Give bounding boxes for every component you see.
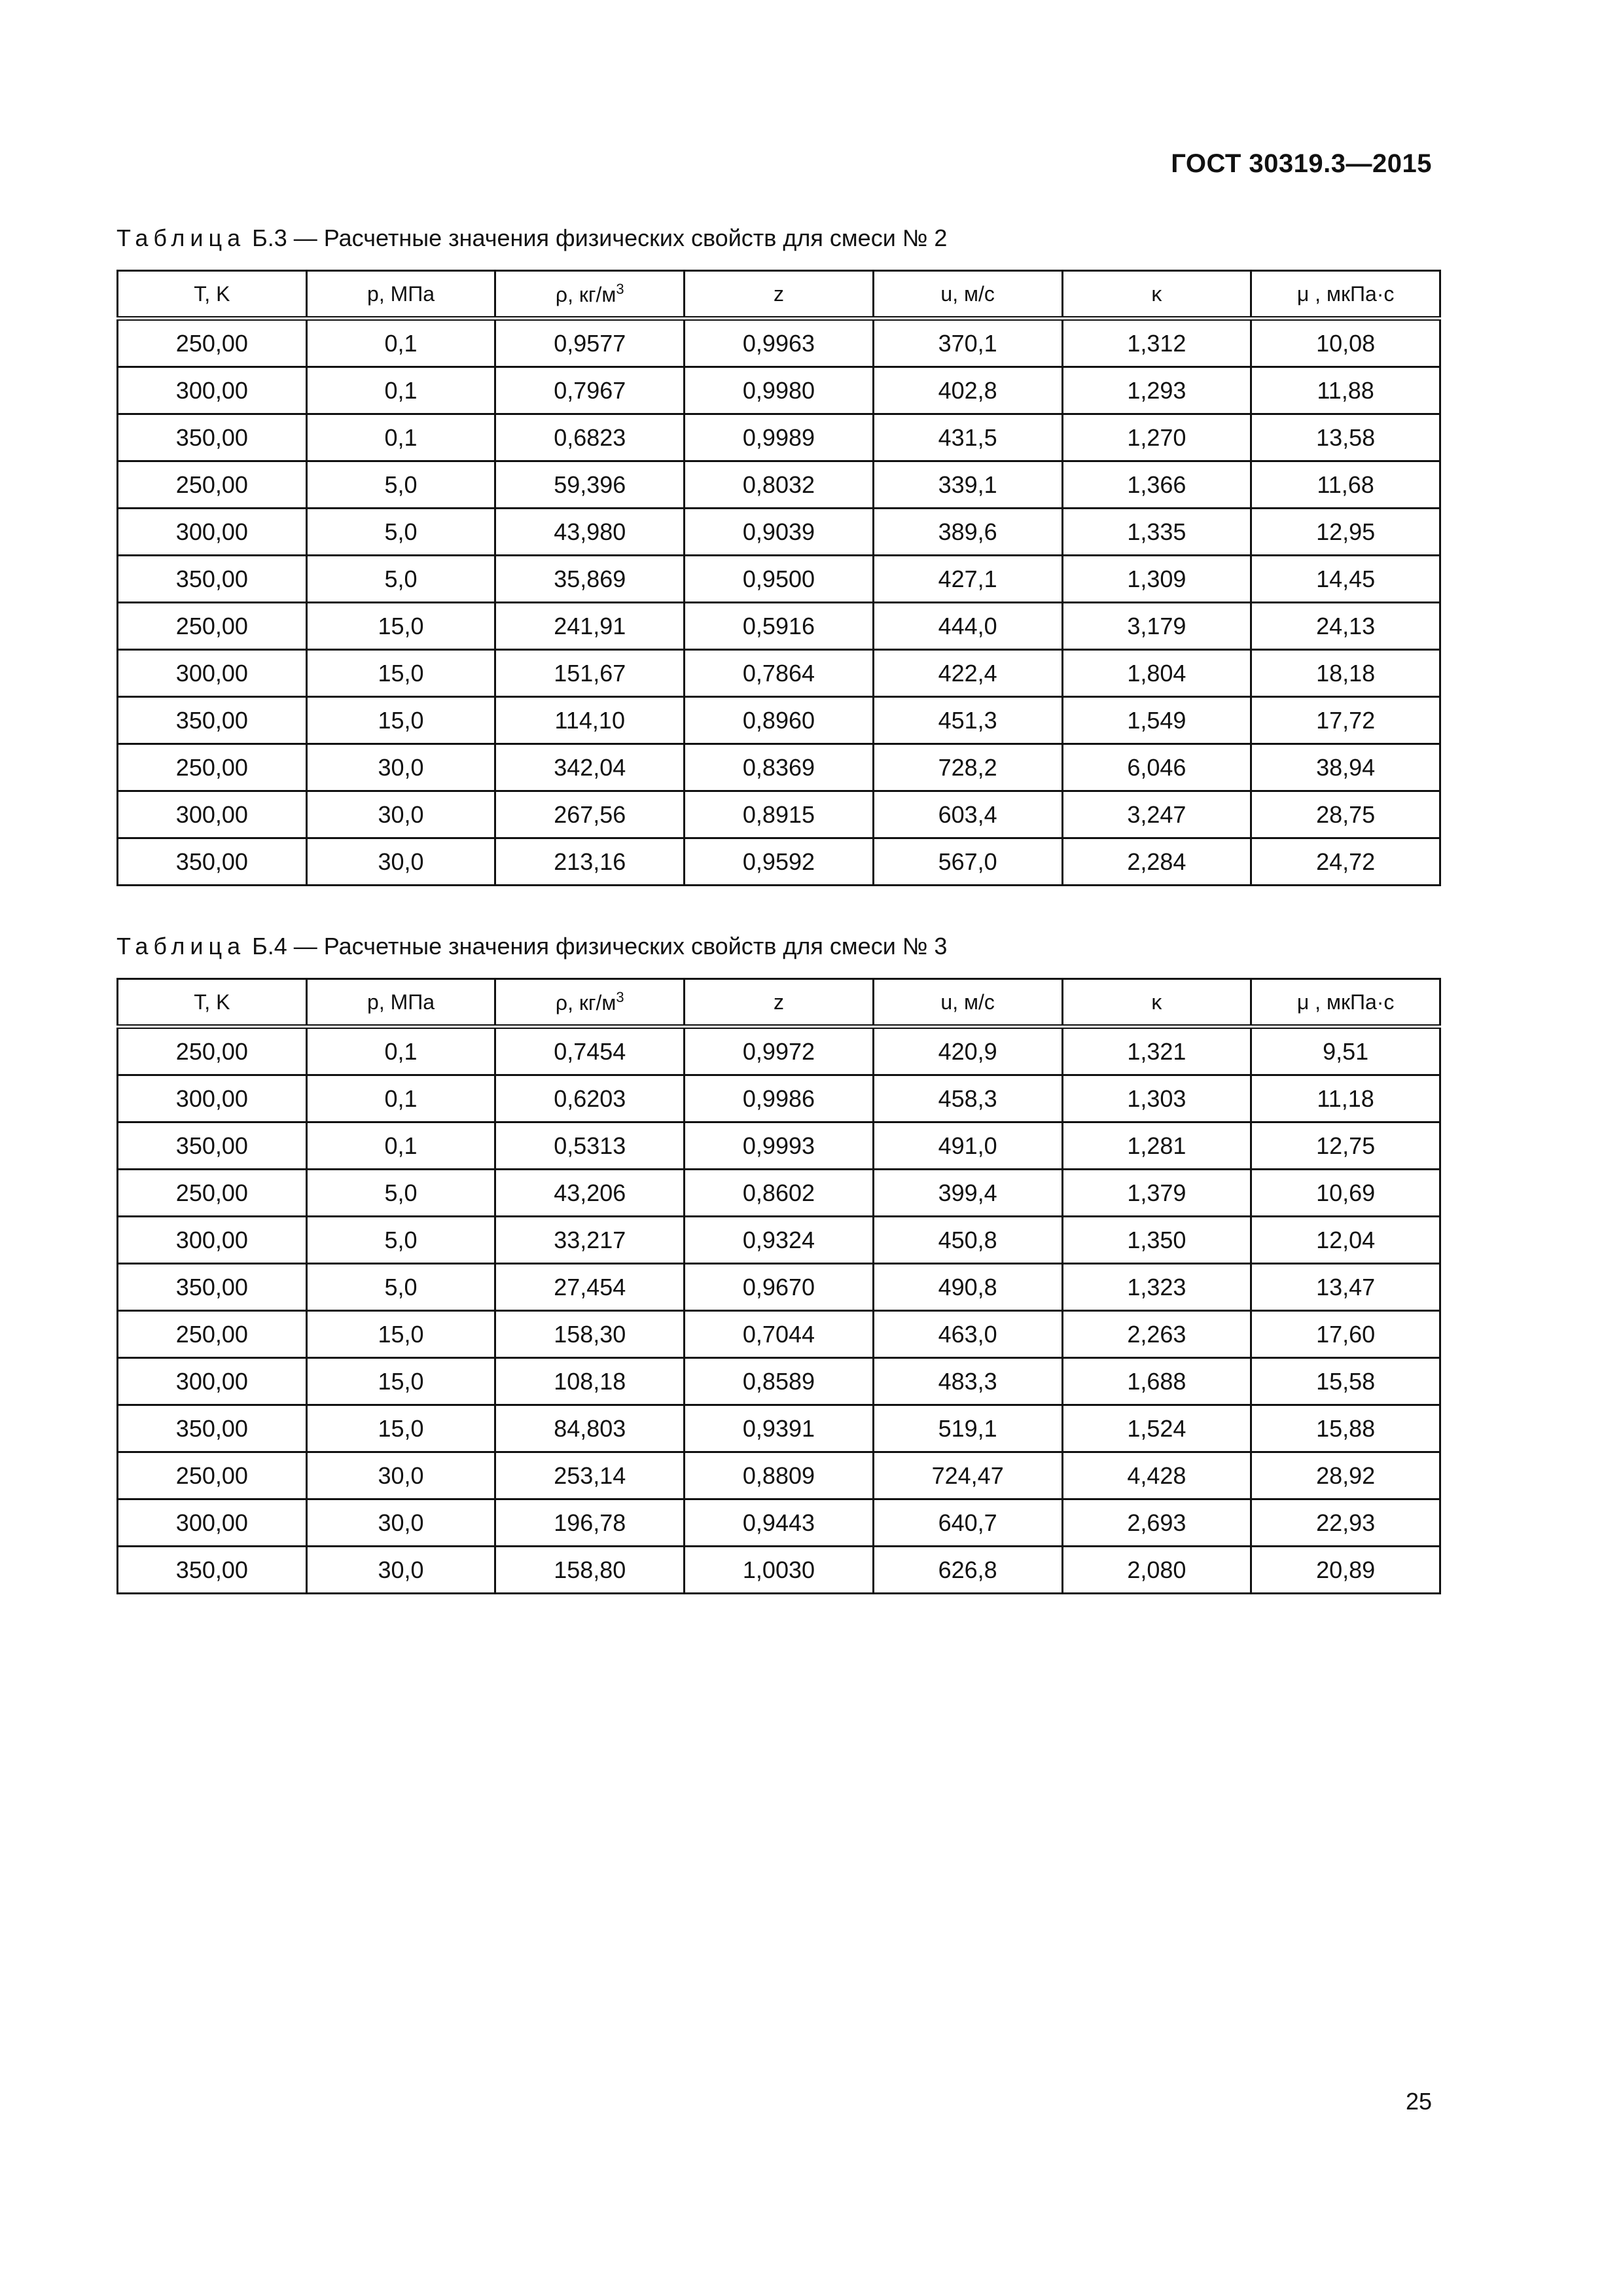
cell-adiabatic-index: 2,080 bbox=[1062, 1547, 1251, 1594]
cell-pressure: 30,0 bbox=[306, 744, 495, 791]
cell-pressure: 0,1 bbox=[306, 319, 495, 367]
table-row bbox=[118, 1264, 1440, 1311]
column-header-sound-speed bbox=[873, 271, 1062, 319]
column-header-label: p, МПа bbox=[367, 281, 435, 306]
cell-viscosity: 13,47 bbox=[1251, 1264, 1440, 1311]
cell-sound-speed: 370,1 bbox=[873, 319, 1062, 367]
cell-pressure: 0,1 bbox=[306, 1122, 495, 1170]
cell-density: 241,91 bbox=[495, 603, 685, 650]
cell-viscosity: 28,92 bbox=[1251, 1452, 1440, 1499]
cell-viscosity: 12,75 bbox=[1251, 1122, 1440, 1170]
cell-compressibility: 0,9443 bbox=[685, 1499, 874, 1547]
cell-temperature: 300,00 bbox=[118, 509, 307, 556]
cell-density: 33,217 bbox=[495, 1217, 685, 1264]
cell-adiabatic-index: 1,366 bbox=[1062, 461, 1251, 509]
table-row bbox=[118, 1122, 1440, 1170]
table-row bbox=[118, 697, 1440, 744]
table-row bbox=[118, 603, 1440, 650]
cell-pressure: 5,0 bbox=[306, 1217, 495, 1264]
cell-adiabatic-index: 1,804 bbox=[1062, 650, 1251, 697]
cell-temperature: 300,00 bbox=[118, 1075, 307, 1122]
cell-adiabatic-index: 1,549 bbox=[1062, 697, 1251, 744]
cell-temperature: 250,00 bbox=[118, 1311, 307, 1358]
cell-compressibility: 0,8960 bbox=[685, 697, 874, 744]
cell-viscosity: 18,18 bbox=[1251, 650, 1440, 697]
cell-density: 0,6203 bbox=[495, 1075, 685, 1122]
cell-adiabatic-index: 4,428 bbox=[1062, 1452, 1251, 1499]
cell-adiabatic-index: 1,281 bbox=[1062, 1122, 1251, 1170]
cell-density: 114,10 bbox=[495, 697, 685, 744]
cell-temperature: 350,00 bbox=[118, 1122, 307, 1170]
table-row bbox=[118, 791, 1440, 838]
cell-sound-speed: 431,5 bbox=[873, 414, 1062, 461]
table-row bbox=[118, 1311, 1440, 1358]
cell-compressibility: 0,9592 bbox=[685, 838, 874, 886]
cell-density: 253,14 bbox=[495, 1452, 685, 1499]
column-header-label: μ , мкПа·с bbox=[1296, 990, 1395, 1014]
column-header-adiabatic-index bbox=[1062, 271, 1251, 319]
cell-temperature: 350,00 bbox=[118, 697, 307, 744]
cell-pressure: 30,0 bbox=[306, 1547, 495, 1594]
cell-temperature: 300,00 bbox=[118, 367, 307, 414]
cell-compressibility: 0,9963 bbox=[685, 319, 874, 367]
cell-compressibility: 0,5916 bbox=[685, 603, 874, 650]
cell-pressure: 5,0 bbox=[306, 1170, 495, 1217]
cell-temperature: 300,00 bbox=[118, 1499, 307, 1547]
cell-compressibility: 0,9993 bbox=[685, 1122, 874, 1170]
cell-temperature: 350,00 bbox=[118, 414, 307, 461]
cell-temperature: 250,00 bbox=[118, 319, 307, 367]
table-row bbox=[118, 1170, 1440, 1217]
table-row bbox=[118, 1499, 1440, 1547]
cell-viscosity: 24,72 bbox=[1251, 838, 1440, 886]
cell-viscosity: 11,68 bbox=[1251, 461, 1440, 509]
cell-density: 158,30 bbox=[495, 1311, 685, 1358]
cell-adiabatic-index: 1,309 bbox=[1062, 556, 1251, 603]
cell-viscosity: 11,18 bbox=[1251, 1075, 1440, 1122]
cell-temperature: 300,00 bbox=[118, 791, 307, 838]
cell-viscosity: 10,69 bbox=[1251, 1170, 1440, 1217]
cell-sound-speed: 603,4 bbox=[873, 791, 1062, 838]
cell-adiabatic-index: 1,524 bbox=[1062, 1405, 1251, 1452]
column-header-temperature bbox=[118, 979, 307, 1027]
cell-density: 59,396 bbox=[495, 461, 685, 509]
table-row bbox=[118, 1075, 1440, 1122]
cell-sound-speed: 399,4 bbox=[873, 1170, 1062, 1217]
cell-sound-speed: 519,1 bbox=[873, 1405, 1062, 1452]
cell-pressure: 15,0 bbox=[306, 1311, 495, 1358]
cell-compressibility: 0,8915 bbox=[685, 791, 874, 838]
cell-adiabatic-index: 1,688 bbox=[1062, 1358, 1251, 1405]
cell-adiabatic-index: 1,303 bbox=[1062, 1075, 1251, 1122]
cell-compressibility: 0,9980 bbox=[685, 367, 874, 414]
cell-viscosity: 11,88 bbox=[1251, 367, 1440, 414]
cell-adiabatic-index: 1,270 bbox=[1062, 414, 1251, 461]
cell-sound-speed: 483,3 bbox=[873, 1358, 1062, 1405]
cell-pressure: 0,1 bbox=[306, 414, 495, 461]
cell-viscosity: 12,04 bbox=[1251, 1217, 1440, 1264]
cell-density: 0,5313 bbox=[495, 1122, 685, 1170]
cell-viscosity: 14,45 bbox=[1251, 556, 1440, 603]
table-row bbox=[118, 1405, 1440, 1452]
cell-density: 0,9577 bbox=[495, 319, 685, 367]
column-header-label: κ bbox=[1151, 281, 1162, 306]
cell-sound-speed: 339,1 bbox=[873, 461, 1062, 509]
cell-pressure: 0,1 bbox=[306, 1027, 495, 1075]
cell-viscosity: 24,13 bbox=[1251, 603, 1440, 650]
table-b3-body bbox=[118, 319, 1440, 886]
column-header-label: ρ, кг/м bbox=[555, 991, 616, 1014]
cell-density: 0,7967 bbox=[495, 367, 685, 414]
cell-sound-speed: 451,3 bbox=[873, 697, 1062, 744]
cell-sound-speed: 490,8 bbox=[873, 1264, 1062, 1311]
cell-density: 196,78 bbox=[495, 1499, 685, 1547]
cell-viscosity: 20,89 bbox=[1251, 1547, 1440, 1594]
cell-sound-speed: 728,2 bbox=[873, 744, 1062, 791]
cell-pressure: 5,0 bbox=[306, 556, 495, 603]
cell-adiabatic-index: 2,263 bbox=[1062, 1311, 1251, 1358]
cell-viscosity: 9,51 bbox=[1251, 1027, 1440, 1075]
table-row bbox=[118, 1547, 1440, 1594]
cell-density: 84,803 bbox=[495, 1405, 685, 1452]
cell-sound-speed: 626,8 bbox=[873, 1547, 1062, 1594]
cell-density: 0,7454 bbox=[495, 1027, 685, 1075]
table-row bbox=[118, 461, 1440, 509]
cell-viscosity: 13,58 bbox=[1251, 414, 1440, 461]
cell-compressibility: 0,9039 bbox=[685, 509, 874, 556]
cell-density: 35,869 bbox=[495, 556, 685, 603]
cell-adiabatic-index: 1,312 bbox=[1062, 319, 1251, 367]
cell-sound-speed: 458,3 bbox=[873, 1075, 1062, 1122]
cell-pressure: 0,1 bbox=[306, 1075, 495, 1122]
column-header-pressure bbox=[306, 979, 495, 1027]
cell-pressure: 30,0 bbox=[306, 1452, 495, 1499]
column-header-density bbox=[495, 979, 685, 1027]
column-header-pressure bbox=[306, 271, 495, 319]
cell-sound-speed: 724,47 bbox=[873, 1452, 1062, 1499]
table-row bbox=[118, 1358, 1440, 1405]
table-b4 bbox=[116, 978, 1441, 1594]
table-b3-header-row bbox=[118, 271, 1440, 319]
table-row bbox=[118, 414, 1440, 461]
table-row bbox=[118, 650, 1440, 697]
table-row bbox=[118, 556, 1440, 603]
cell-temperature: 300,00 bbox=[118, 650, 307, 697]
cell-temperature: 250,00 bbox=[118, 461, 307, 509]
table-row bbox=[118, 1027, 1440, 1075]
column-header-label: z bbox=[773, 281, 784, 306]
cell-pressure: 30,0 bbox=[306, 791, 495, 838]
cell-sound-speed: 420,9 bbox=[873, 1027, 1062, 1075]
cell-compressibility: 0,9989 bbox=[685, 414, 874, 461]
cell-sound-speed: 427,1 bbox=[873, 556, 1062, 603]
cell-viscosity: 17,72 bbox=[1251, 697, 1440, 744]
cell-pressure: 15,0 bbox=[306, 1405, 495, 1452]
table-row bbox=[118, 509, 1440, 556]
cell-adiabatic-index: 3,179 bbox=[1062, 603, 1251, 650]
column-header-label: ρ, кг/м bbox=[555, 283, 616, 306]
cell-compressibility: 0,9324 bbox=[685, 1217, 874, 1264]
cell-temperature: 350,00 bbox=[118, 1547, 307, 1594]
cell-pressure: 15,0 bbox=[306, 1358, 495, 1405]
cell-temperature: 250,00 bbox=[118, 603, 307, 650]
cell-compressibility: 0,9972 bbox=[685, 1027, 874, 1075]
cell-compressibility: 0,8032 bbox=[685, 461, 874, 509]
table-b4-caption-text: Б.4 — Расчетные значения физических свойств для смеси № 3 bbox=[245, 933, 948, 960]
cell-compressibility: 1,0030 bbox=[685, 1547, 874, 1594]
cell-temperature: 250,00 bbox=[118, 1027, 307, 1075]
cell-viscosity: 17,60 bbox=[1251, 1311, 1440, 1358]
cell-compressibility: 0,9391 bbox=[685, 1405, 874, 1452]
table-row bbox=[118, 744, 1440, 791]
column-header-label: p, МПа bbox=[367, 990, 435, 1014]
table-b3 bbox=[116, 270, 1441, 886]
cell-adiabatic-index: 2,284 bbox=[1062, 838, 1251, 886]
cell-temperature: 350,00 bbox=[118, 556, 307, 603]
column-header-adiabatic-index bbox=[1062, 979, 1251, 1027]
cell-temperature: 300,00 bbox=[118, 1217, 307, 1264]
cell-sound-speed: 402,8 bbox=[873, 367, 1062, 414]
cell-adiabatic-index: 1,321 bbox=[1062, 1027, 1251, 1075]
cell-adiabatic-index: 1,379 bbox=[1062, 1170, 1251, 1217]
cell-compressibility: 0,9986 bbox=[685, 1075, 874, 1122]
cell-viscosity: 22,93 bbox=[1251, 1499, 1440, 1547]
cell-density: 342,04 bbox=[495, 744, 685, 791]
table-row bbox=[118, 1452, 1440, 1499]
cell-compressibility: 0,9670 bbox=[685, 1264, 874, 1311]
cell-density: 213,16 bbox=[495, 838, 685, 886]
table-b3-caption bbox=[116, 224, 947, 252]
cell-density: 27,454 bbox=[495, 1264, 685, 1311]
cell-density: 0,6823 bbox=[495, 414, 685, 461]
table-row bbox=[118, 367, 1440, 414]
cell-pressure: 15,0 bbox=[306, 650, 495, 697]
cell-pressure: 5,0 bbox=[306, 509, 495, 556]
cell-viscosity: 38,94 bbox=[1251, 744, 1440, 791]
column-header-viscosity bbox=[1251, 271, 1440, 319]
table-row bbox=[118, 838, 1440, 886]
cell-sound-speed: 463,0 bbox=[873, 1311, 1062, 1358]
cell-pressure: 15,0 bbox=[306, 603, 495, 650]
table-b4-caption-word: Таблица bbox=[116, 933, 246, 960]
cell-temperature: 250,00 bbox=[118, 1452, 307, 1499]
column-header-label: u, м/с bbox=[940, 990, 995, 1014]
cell-adiabatic-index: 3,247 bbox=[1062, 791, 1251, 838]
cell-density: 267,56 bbox=[495, 791, 685, 838]
cell-compressibility: 0,8809 bbox=[685, 1452, 874, 1499]
cell-sound-speed: 567,0 bbox=[873, 838, 1062, 886]
column-header-label: μ , мкПа·с bbox=[1296, 281, 1395, 306]
cell-temperature: 250,00 bbox=[118, 1170, 307, 1217]
table-b4-body bbox=[118, 1027, 1440, 1594]
table-b3-caption-text: Б.3 — Расчетные значения физических свойств для смеси № 2 bbox=[245, 224, 948, 251]
column-header-sound-speed bbox=[873, 979, 1062, 1027]
cell-density: 43,980 bbox=[495, 509, 685, 556]
column-header-temperature bbox=[118, 271, 307, 319]
table-b4-header bbox=[118, 979, 1440, 1027]
cell-pressure: 5,0 bbox=[306, 1264, 495, 1311]
cell-density: 43,206 bbox=[495, 1170, 685, 1217]
cell-pressure: 30,0 bbox=[306, 1499, 495, 1547]
cell-sound-speed: 640,7 bbox=[873, 1499, 1062, 1547]
column-header-superscript: 3 bbox=[616, 989, 624, 1005]
cell-adiabatic-index: 1,335 bbox=[1062, 509, 1251, 556]
cell-compressibility: 0,8369 bbox=[685, 744, 874, 791]
column-header-superscript: 3 bbox=[616, 281, 624, 297]
table-b4-caption bbox=[116, 933, 947, 960]
column-header-label: u, м/с bbox=[940, 281, 995, 306]
document-code: ГОСТ 30319.3—2015 bbox=[1171, 149, 1432, 178]
cell-temperature: 350,00 bbox=[118, 838, 307, 886]
column-header-compressibility bbox=[685, 271, 874, 319]
cell-temperature: 300,00 bbox=[118, 1358, 307, 1405]
cell-viscosity: 15,88 bbox=[1251, 1405, 1440, 1452]
column-header-label: κ bbox=[1151, 990, 1162, 1014]
cell-temperature: 250,00 bbox=[118, 744, 307, 791]
cell-compressibility: 0,7044 bbox=[685, 1311, 874, 1358]
column-header-compressibility bbox=[685, 979, 874, 1027]
column-header-label: T, K bbox=[194, 281, 230, 306]
column-header-label: T, K bbox=[194, 990, 230, 1014]
cell-adiabatic-index: 1,293 bbox=[1062, 367, 1251, 414]
cell-density: 158,80 bbox=[495, 1547, 685, 1594]
cell-adiabatic-index: 6,046 bbox=[1062, 744, 1251, 791]
cell-viscosity: 12,95 bbox=[1251, 509, 1440, 556]
cell-temperature: 350,00 bbox=[118, 1405, 307, 1452]
table-b4-header-row bbox=[118, 979, 1440, 1027]
cell-adiabatic-index: 1,323 bbox=[1062, 1264, 1251, 1311]
cell-sound-speed: 444,0 bbox=[873, 603, 1062, 650]
column-header-density bbox=[495, 271, 685, 319]
cell-compressibility: 0,9500 bbox=[685, 556, 874, 603]
cell-viscosity: 15,58 bbox=[1251, 1358, 1440, 1405]
table-row bbox=[118, 1217, 1440, 1264]
cell-sound-speed: 450,8 bbox=[873, 1217, 1062, 1264]
cell-sound-speed: 422,4 bbox=[873, 650, 1062, 697]
cell-pressure: 15,0 bbox=[306, 697, 495, 744]
cell-viscosity: 28,75 bbox=[1251, 791, 1440, 838]
cell-pressure: 5,0 bbox=[306, 461, 495, 509]
page-number: 25 bbox=[1405, 2088, 1432, 2115]
column-header-label: z bbox=[773, 990, 784, 1014]
cell-sound-speed: 389,6 bbox=[873, 509, 1062, 556]
table-b3-header bbox=[118, 271, 1440, 319]
cell-sound-speed: 491,0 bbox=[873, 1122, 1062, 1170]
cell-adiabatic-index: 1,350 bbox=[1062, 1217, 1251, 1264]
cell-density: 151,67 bbox=[495, 650, 685, 697]
table-b3-caption-word: Таблица bbox=[116, 224, 246, 251]
table-row bbox=[118, 319, 1440, 367]
cell-pressure: 30,0 bbox=[306, 838, 495, 886]
cell-temperature: 350,00 bbox=[118, 1264, 307, 1311]
cell-density: 108,18 bbox=[495, 1358, 685, 1405]
cell-compressibility: 0,7864 bbox=[685, 650, 874, 697]
cell-compressibility: 0,8602 bbox=[685, 1170, 874, 1217]
cell-viscosity: 10,08 bbox=[1251, 319, 1440, 367]
cell-adiabatic-index: 2,693 bbox=[1062, 1499, 1251, 1547]
cell-compressibility: 0,8589 bbox=[685, 1358, 874, 1405]
cell-pressure: 0,1 bbox=[306, 367, 495, 414]
column-header-viscosity bbox=[1251, 979, 1440, 1027]
